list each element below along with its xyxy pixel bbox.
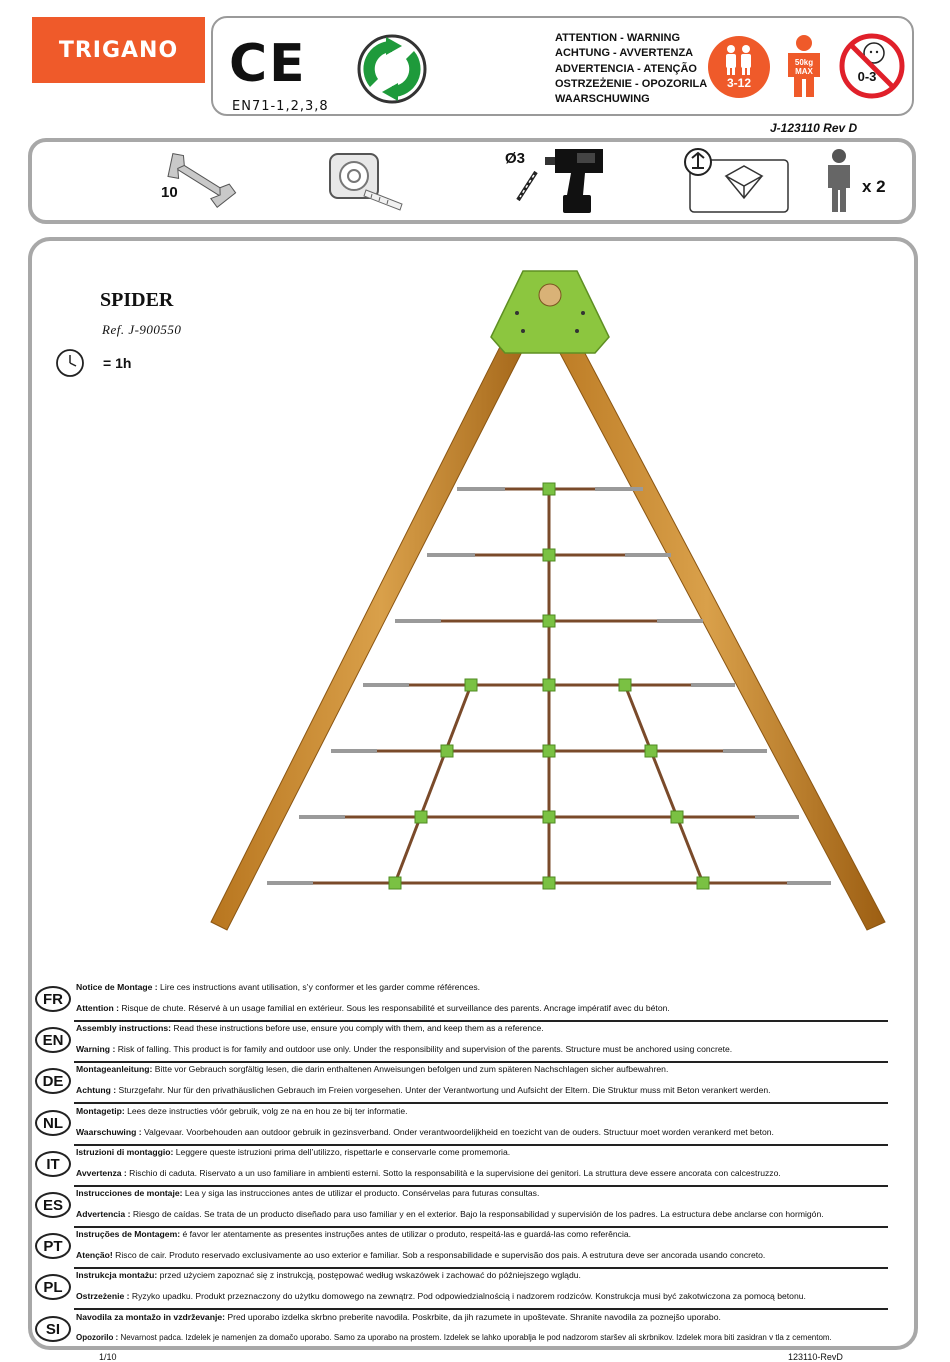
instructions-text: przed użyciem zapoznać się z instrukcją, postępować według wskazówek i zachować do późniejszego wglądu. [157,1270,581,1280]
wrench-icon [157,150,243,210]
instructions-label: Montagetip: [76,1106,125,1116]
instructions-line [76,1229,631,1239]
language-badge-es: ES [35,1192,71,1218]
svg-text:50kg: 50kg [794,58,814,67]
age-badge-text: 3-12 [726,76,752,90]
warning-text: Nevarnost padca. Izdelek je namenjen za domačo uporabo. Samo za uporabo na prostem. Izdelek se lahko uporablja le pod nadzorom staršev ali skrbnikov. Izdelek mora biti zasidran v tla z cementom. [118,1333,832,1342]
language-badge-de: DE [35,1068,71,1094]
green-dot-icon [356,33,428,105]
warning-line [76,1044,732,1054]
warning-text: Riesgo de caídas. Se trata de un producto diseñado para uso familiar y en el exterior. Bajo la responsabilidad y supervisión de los padres. La estructura debe anclarse con hormigón. [130,1209,824,1219]
page-number: 1/10 [99,1352,117,1362]
language-badge-pl: PL [35,1274,71,1300]
drill-bit-icon [512,168,542,204]
recycle-packaging-icon [682,146,792,216]
age-range-icon [706,35,772,99]
language-badge-fr: FR [35,986,71,1012]
warning-line [76,1250,765,1260]
person-icon [824,148,854,214]
language-row-fr [74,981,888,1022]
instructions-text: Pred uporabo izdelka skrbno preberite navodila. Poskrbite, da jih razumete in upoštevate. Shranite navodila za poznejšo uporabo. [225,1312,721,1322]
language-badge-nl: NL [35,1110,71,1136]
max-weight-icon [776,33,832,99]
instructions-label: Montageanleitung: [76,1064,153,1074]
instructions-line [76,1270,581,1280]
not-for-age-text: 0-3 [857,69,877,84]
warning-label: Ostrzeżenie : [76,1291,130,1301]
warning-line [76,1291,806,1301]
instructions-label: Instrucciones de montaje: [76,1188,183,1198]
instructions-line [76,1064,668,1074]
warning-label: Warning : [76,1044,116,1054]
instructions-label: Istruzioni di montaggio: [76,1147,174,1157]
assembly-time: = 1h [103,355,132,371]
warning-line [76,1085,771,1095]
warning-text: Sturzgefahr. Nur für den privathäuslichen Gebrauch im Freien vorgesehen. Unter der Verantwortung und Aufsicht der Eltern. Die Struktur muss mit Beton verankert werden. [116,1085,771,1095]
warning-text: Risco de cair. Produto reservado exclusivamente ao uso exterior e familiar. Sob a responsabilidade e supervisão dos pais. A estrutura deve ser ancorada usando concreto. [112,1250,766,1260]
warning-label: Avvertenza : [76,1168,127,1178]
norm-label: EN71-1,2,3,8 [232,99,329,114]
warning-line: OSTRZEŻENIE - OPOZORILA [555,77,708,90]
wrench-size: 10 [161,184,178,201]
persons-count: x 2 [862,177,886,196]
language-row-si [74,1311,888,1352]
instructions-line [76,1147,510,1157]
warning-label: Achtung : [76,1085,117,1095]
instructions-label: Instrukcja montażu: [76,1270,158,1280]
warning-line [76,1003,670,1013]
instructions-text: é favor ler atentamente as presentes instruções antes de utilizar o produto, respeitá-las e guardá-las como referência. [180,1229,632,1239]
instructions-line [76,982,480,992]
instructions-line [76,1106,408,1116]
warning-line: ADVERTENCIA - ATENÇÃO [555,62,697,75]
warning-line [76,1209,824,1219]
instructions-text: Read these instructions before use, ensure you comply with them, and keep them as a reference. [171,1023,544,1033]
warnings-list [555,31,708,107]
language-badge-en: EN [35,1027,71,1053]
document-reference: J-123110 Rev D [770,121,858,135]
instructions-text: Lees deze instructies vóór gebruik, volg ze na en hou ze bij ter informatie. [124,1106,408,1116]
spider-climbing-frame-illustration [205,265,895,935]
warning-label: Atenção! [76,1250,113,1260]
warning-label: Attention : [76,1003,119,1013]
warning-text: Risque de chute. Réservé à un usage familial en extérieur. Sous les responsabilité et surveillance des parents. Ancrage impératif avec du béton. [118,1003,670,1013]
warning-label: Opozorilo : [76,1333,119,1342]
instructions-text: Leggere queste istruzioni prima dell’utilizzo, rispettarle e conservarle come promemoria. [173,1147,511,1157]
document-code: 123110-RevD [788,1352,843,1362]
product-ref: Ref. J-900550 [102,322,182,337]
instructions-line [76,1188,539,1198]
warning-line: WAARSCHUWING [555,93,650,106]
svg-text:MAX: MAX [795,67,813,76]
warning-line: ACHTUNG - AVVERTENZA [555,47,694,60]
instructions-text: Lea y siga las instrucciones antes de utilizar el producto. Consérvelas para futuras consultas. [182,1188,540,1198]
language-row-en [74,1022,888,1063]
instructions-label: Assembly instructions: [76,1023,172,1033]
not-for-toddlers-icon [837,33,907,99]
language-badge-pt: PT [35,1233,71,1259]
warning-line [76,1168,781,1178]
language-badge-si: SI [35,1316,71,1342]
instructions-text: Lire ces instructions avant utilisation, s’y conformer et les garder comme références. [157,982,481,992]
warning-line [76,1333,832,1343]
language-row-de [74,1063,888,1104]
instructions-line [76,1023,544,1033]
warning-line: ATTENTION - WARNING [555,32,681,44]
warning-label: Waarschuwing : [76,1127,142,1137]
instructions-label: Notice de Montage : [76,982,158,992]
language-row-pl [74,1269,888,1310]
drill-icon [543,143,607,215]
ce-mark: CE [229,34,307,94]
instructions-label: Navodila za montažo in vzdrževanje: [76,1312,225,1322]
instructions-text: Bitte vor Gebrauch sorgfältig lesen, die darin enthaltenen Anweisungen befolgen und zum späteren Nachschlagen sicher aufbewahren. [152,1064,669,1074]
drill-bit-size: Ø3 [505,150,526,167]
brand-name: TRIGANO [58,37,179,63]
language-row-es [74,1187,888,1228]
tape-measure-icon [326,150,406,214]
clock-icon [55,348,85,378]
language-row-it [74,1146,888,1187]
instructions-line [76,1312,721,1322]
language-row-nl [74,1105,888,1146]
language-badge-it: IT [35,1151,71,1177]
warning-label: Advertencia : [76,1209,131,1219]
warning-line [76,1127,774,1137]
warning-text: Rischio di caduta. Riservato a un uso familiare in ambienti esterni. Sotto la responsabilità e la supervisione dei genitori. La struttura deve essere ancorata con calcestruzzo. [126,1168,781,1178]
brand-logo [32,17,205,83]
instructions-label: Instruções de Montagem: [76,1229,181,1239]
warning-text: Ryzyko upadku. Produkt przeznaczony do użytku domowego na zewnątrz. Pod odpowiedzialnością i nadzorem rodziców. Konstrukcja musi być zakotwiczona za pomocą betonu. [129,1291,806,1301]
warning-text: Valgevaar. Voorbehouden aan outdoor gebruik in gezinsverband. Onder verantwoordelijkheid en toezicht van de ouders. Structuur moet worden verankerd met beton. [141,1127,774,1137]
product-title: SPIDER [100,289,174,311]
warning-text: Risk of falling. This product is for family and outdoor use only. Under the responsibility and supervision of the parents. Structure must be anchored using concrete. [115,1044,733,1054]
language-row-pt [74,1228,888,1269]
